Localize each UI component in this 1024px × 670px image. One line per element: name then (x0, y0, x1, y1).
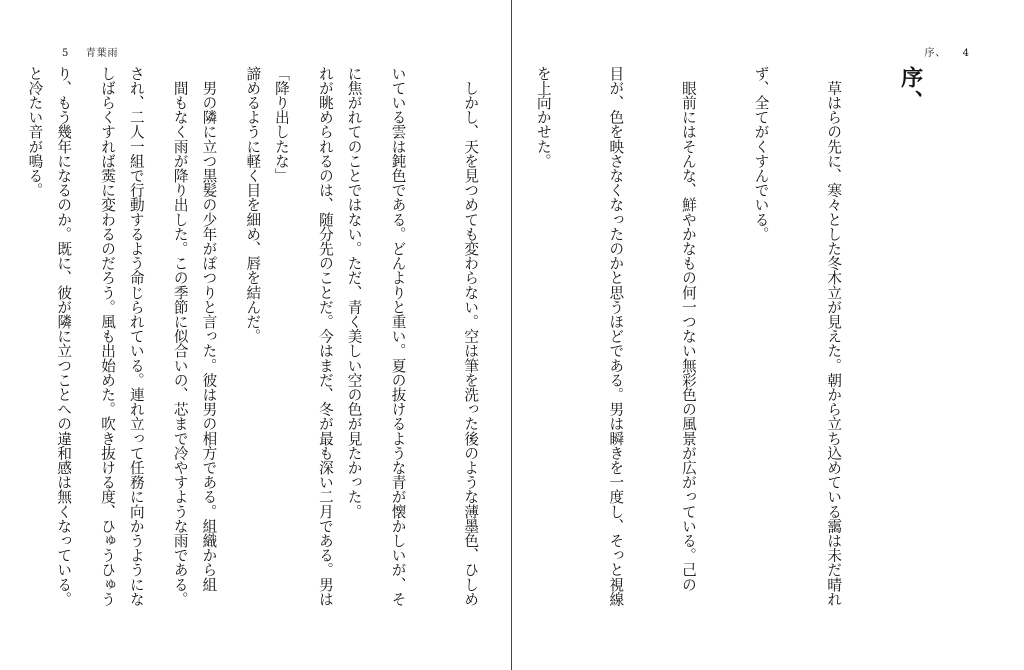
text-line: 「降り出したな」 (272, 66, 290, 183)
text-line: 間もなく雨が降り出した。この季節に似合いの、芯まで冷やすような雨である。 (171, 66, 189, 607)
text-line: 目が、色を映さなくなったのかと思うほどである。男は瞬きを一度し、そっと視線 (607, 66, 625, 607)
text-line: しばらくすれば霙に変わるのだろう。風も出始めた。吹き抜ける度、ひゅうひゅう (99, 66, 117, 607)
left-page-header (56, 44, 125, 59)
right-running-title: 序、 (924, 48, 947, 59)
text-line: れが眺められるのは、随分先のことだ。今はまだ、冬が最も深い二月である。男は (316, 66, 334, 607)
chapter-title: 序、 (897, 66, 924, 114)
left-page-number: 5 (62, 48, 70, 59)
text-line: 眼前にはそんな、鮮やかなもの何一つない無彩色の風景が広がっている。己の (679, 66, 697, 592)
text-line: 草はらの先に、寒々とした冬木立が見えた。朝から立ち込めている靄は未だ晴れ (825, 66, 843, 607)
right-page-header (918, 44, 976, 59)
text-line: り、もう幾年になるのか。既に、彼が隣に立つことへの違和感は無くなっている。 (55, 66, 73, 607)
text-line: ず、全てがくすんでいる。 (752, 66, 770, 242)
text-line: いている雲は鈍色である。どんよりと重い。夏の抜けるような青が懐かしいが、そ (389, 66, 407, 607)
text-line: しかし、天を見つめても変わらない。空は筆を洗った後のような薄墨色、ひしめ (462, 66, 480, 607)
text-line: 諦めるように軽く目を細め、唇を結んだ。 (244, 66, 262, 344)
left-running-title: 青葉雨 (85, 48, 119, 59)
right-page-number: 4 (962, 48, 970, 59)
text-line: され、二人一組で行動するよう命じられている。連れ立って任務に向かうようにな (127, 66, 145, 607)
text-line: に焦がれてのことではない。ただ、青く美しい空の色が見たかった。 (345, 66, 363, 519)
text-line: と冷たい音が鳴る。 (26, 66, 44, 198)
text-line: 男の隣に立つ黒髪の少年がぽつりと言った。彼は男の相方である。組織から組 (200, 66, 218, 592)
text-line: を上向かせた。 (534, 66, 552, 169)
